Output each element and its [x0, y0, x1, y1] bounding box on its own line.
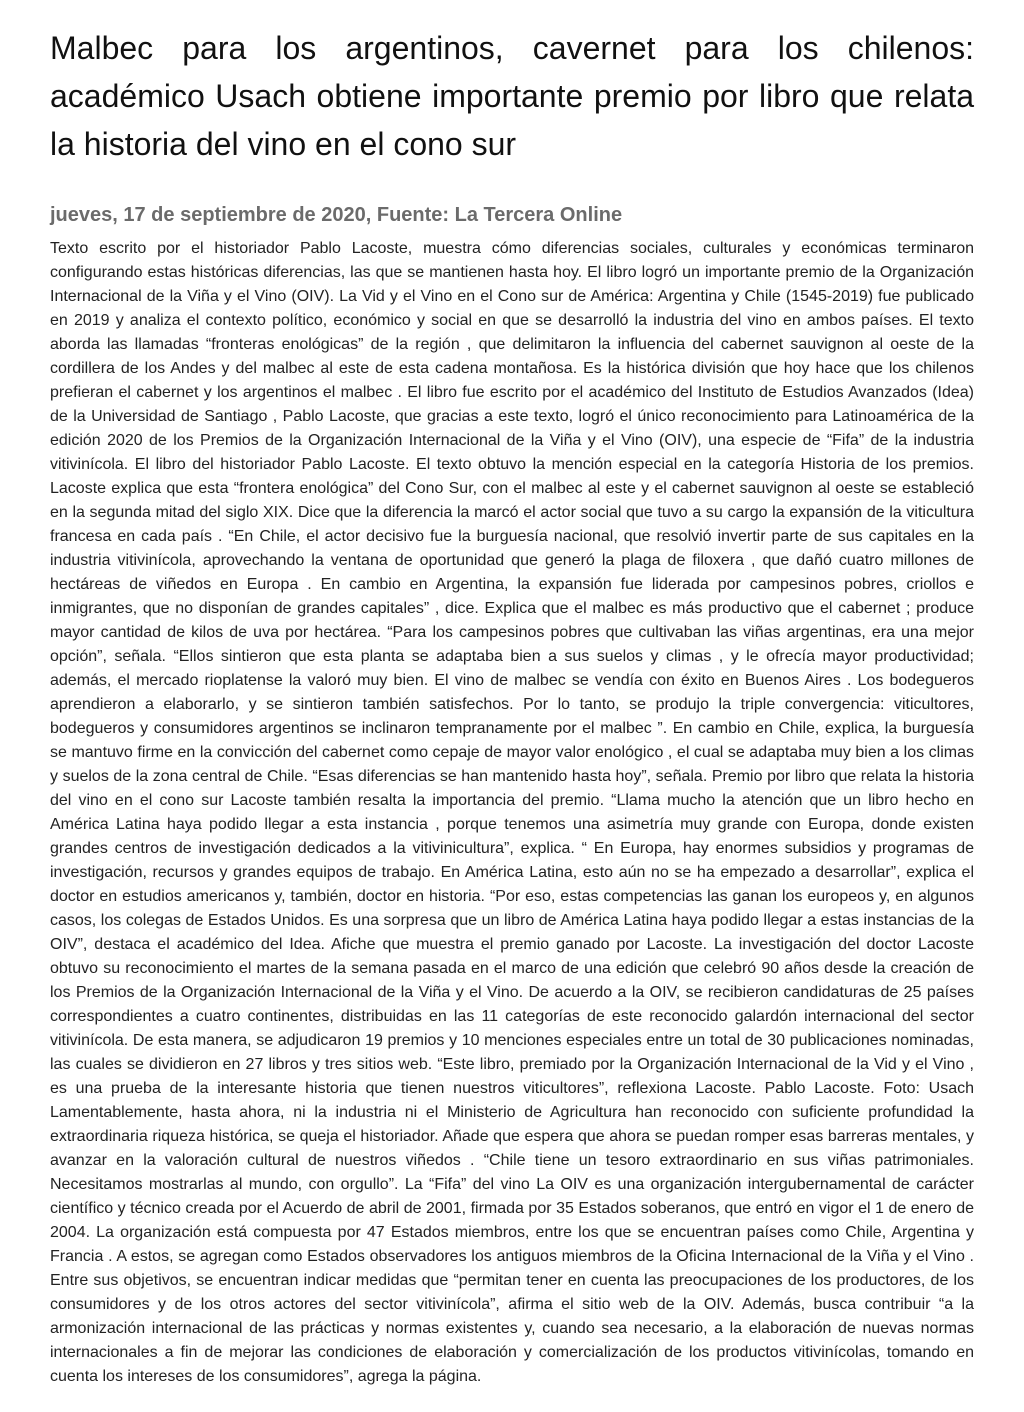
article-date-source: jueves, 17 de septiembre de 2020, Fuente: La Tercera Online	[50, 204, 623, 226]
article-body: Texto escrito por el historiador Pablo Lacoste, muestra cómo diferencias sociales, culturales y económicas terminaron configurando estas históricas diferencias, las que se mantienen hasta hoy. El libro logró un importante premio de la Organización Internacional de la Viña y el Vino (OIV). La Vid y el Vino en el Cono sur de América: Argentina y Chile (1545-2019) fue publicado en 2019 y analiza el contexto político, económico y social en que se desarrolló la industria del vino en ambos países. El texto aborda las llamadas “fronteras enológicas” de la región , que delimitaron la influencia del cabernet sauvignon al oeste de la cordillera de los Andes y del malbec al este de esta cadena montañosa. Es la histórica división que hoy hace que los chilenos prefieran el cabernet y los argentinos el malbec . El libro fue escrito por el académico del Instituto de Estudios Avanzados (Idea) de la Universidad de Santiago , Pablo Lacoste, que gracias a este texto, logró el único reconocimiento para Latinoamérica de la edición 2020 de los Premios de la Organización Internacional de la Viña y el Vino (OIV), una especie de “Fifa” de la industria vitivinícola. El libro del historiador Pablo Lacoste. El texto obtuvo la mención especial en la categoría Historia de los premios. Lacoste explica que esta “frontera enológica” del Cono Sur, con el malbec al este y el cabernet sauvignon al oeste se estableció en la segunda mitad del siglo XIX. Dice que la diferencia la marcó el actor social que tuvo a su cargo la expansión de la viticultura francesa en cada país . “En Chile, el actor decisivo fue la burguesía nacional, que resolvió invertir parte de sus capitales en la industria vitivinícola, aprovechando la ventana de oportunidad que generó la plaga de filoxera , que dañó cuatro millones de hectáreas de viñedos en Europa . En cambio en Argentina, la expansión fue liderada por campesinos pobres, criollos e inmigrantes, que no disponían de grandes capitales” , dice. Explica que el malbec es más productivo que el cabernet ; produce mayor cantidad de kilos de uva por hectárea. “Para los campesinos pobres que cultivaban las viñas argentinas, era una mejor opción”, señala. “Ellos sintieron que esta planta se adaptaba bien a sus suelos y climas , y le ofrecía mayor productividad; además, el mercado rioplatense la valoró muy bien. El vino de malbec se vendía con éxito en Buenos Aires . Los bodegueros aprendieron a elaborarlo, y se sintieron también satisfechos. Por lo tanto, se produjo la triple convergencia: viticultores, bodegueros y consumidores argentinos se inclinaron tempranamente por el malbec ”. En cambio en Chile, explica, la burguesía se mantuvo firme en la convicción del cabernet como cepaje de mayor valor enológico , el cual se adaptaba muy bien a los climas y suelos de la zona central de Chile. “Esas diferencias se han mantenido hasta hoy”, señala. Premio por libro que relata la historia del vino en el cono sur Lacoste también resalta la importancia del premio. “Llama mucho la atención que un libro hecho en América Latina haya podido llegar a esta instancia , porque tenemos una asimetría muy grande con Europa, donde existen grandes centros de investigación dedicados a la vitivinicultura”, explica. “ En Europa, hay enormes subsidios y programas de investigación, recursos y grandes equipos de trabajo. En América Latina, esto aún no se ha empezado a desarrollar”, explica el doctor en estudios americanos y, también, doctor en historia. “Por eso, estas competencias las ganan los europeos y, en algunos casos, los colegas de Estados Unidos. Es una sorpresa que un libro de América Latina haya podido llegar a estas instancias de la OIV”, destaca el académico del Idea. Afiche que muestra el premio ganado por Lacoste. La investigación del doctor Lacoste obtuvo su reconocimiento el martes de la semana pasada en el marco de una edición que celebró 90 años desde la creación de los Premios de la Organización Internacional de la Viña y el Vino. De acuerdo a la OIV, se recibieron candidaturas de 25 países correspondientes a cuatro continentes, distribuidas en las 11 categorías de este reconocido galardón internacional del sector vitivinícola. De esta manera, se adjudicaron 19 premios y 10 menciones especiales entre un total de 30 publicaciones nominadas, las cuales se dividieron en 27 libros y tres sitios web. “Este libro, premiado por la Organización Internacional de la Vid y el Vino , es una prueba de la interesante historia que tienen nuestros viticultores”, reflexiona Lacoste. Pablo Lacoste. Foto: Usach Lamentablemente, hasta ahora, ni la industria ni el Ministerio de Agricultura han reconocido con suficiente profundidad la extraordinaria riqueza histórica, se queja el historiador. Añade que espera que ahora se puedan romper esas barreras mentales, y avanzar en la valoración cultural de nuestros viñedos . “Chile tiene un tesoro extraordinario en sus viñas patrimoniales. Necesitamos mostrarlas al mundo, con orgullo”. La “Fifa” del vino La OIV es una organización intergubernamental de carácter científico y técnico creada por el Acuerdo de abril de 2001, firmada por 35 Estados soberanos, que entró en vigor el 1 de enero de 2004. La organización está compuesta por 47 Estados miembros, entre los que se encuentran países como Chile, Argentina y Francia . A estos, se agregan como Estados observadores los antiguos miembros de la Oficina Internacional de la Viña y el Vino . Entre sus objetivos, se encuentran indicar medidas que “permitan tener en cuenta las preocupaciones de los productores, de los consumidores y de los otros actores del sector vitivinícola”, afirma el sitio web de la OIV. Además, busca contribuir “a la armonización internacional de las prácticas y normas existentes y, cuando sea necesario, a la elaboración de nuevas normas internacionales a fin de mejorar las condiciones de elaboración y comercialización de los productos vitivinícolas, tomando en cuenta los intereses de los consumidores”, agrega la página.	[50, 240, 974, 1385]
article-title: Malbec para los argentinos, cavernet para los chilenos: académico Usach obtiene importante premio por libro que relata la historia del vino en el cono sur	[50, 30, 974, 162]
